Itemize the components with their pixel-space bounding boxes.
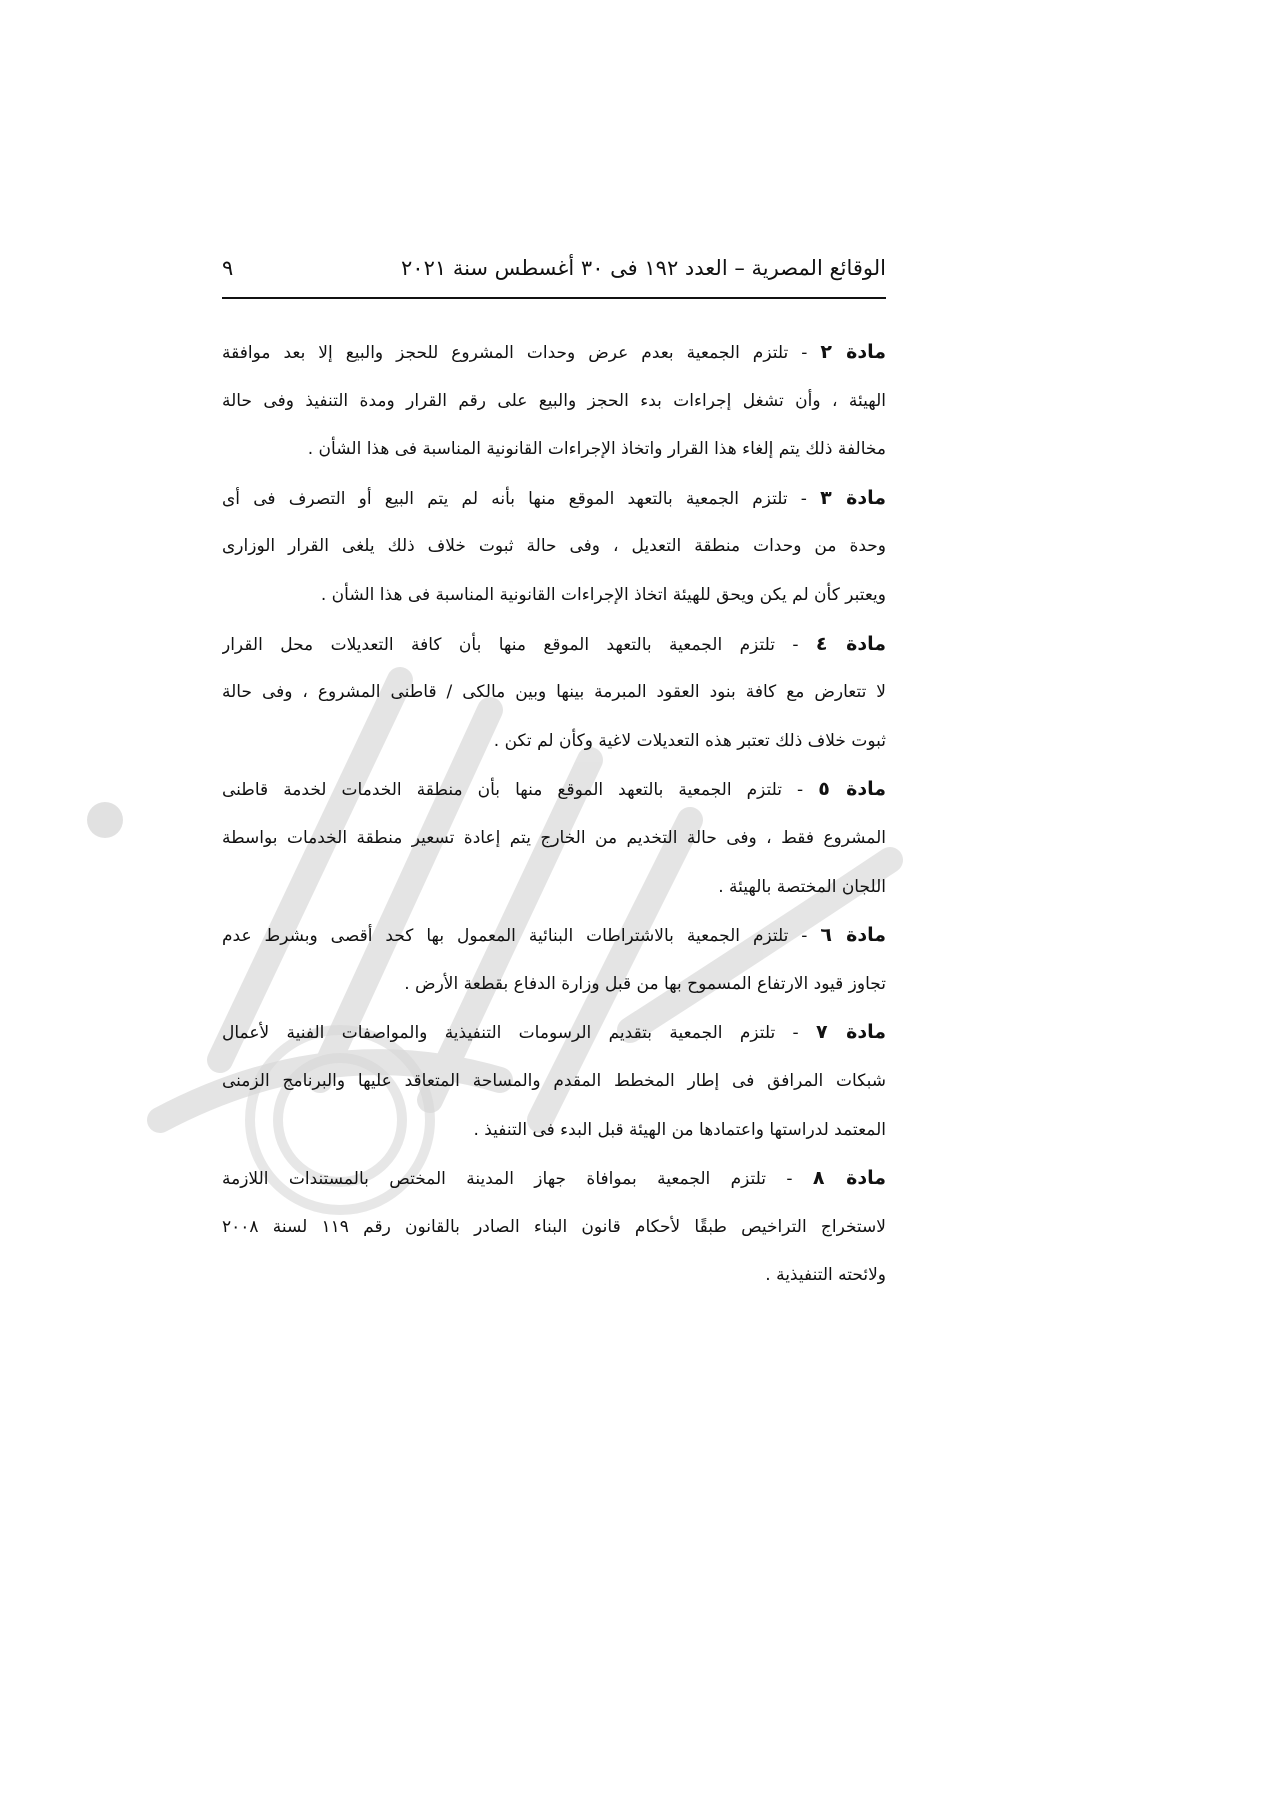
article-line: شبكات المرافق فى إطار المخطط المقدم والمساحة المتعاقد عليها والبرنامج الزمنى — [222, 1070, 886, 1091]
article-line: المشروع فقط ، وفى حالة التخديم من الخارج يتم إعادة تسعير منطقة الخدمات بواسطة — [222, 827, 886, 848]
article-label: مادة ٧ — [815, 1021, 886, 1044]
article-line: ويعتبر كأن لم يكن ويحق للهيئة اتخاذ الإجراءات القانونية المناسبة فى هذا الشأن . — [320, 584, 886, 605]
article-8 — [222, 1154, 886, 1300]
article-line: مادة ٢ - تلتزم الجمعية بعدم عرض وحدات المشروع للحجز والبيع إلا بعد موافقة — [222, 341, 886, 363]
article-label: مادة ٢ — [820, 341, 886, 363]
article-line: مادة ٧ - تلتزم الجمعية بتقديم الرسومات التنفيذية والمواصفات الفنية لأعمال — [222, 1021, 886, 1044]
article-7 — [222, 1008, 886, 1154]
article-line: لا تتعارض مع كافة بنود العقود المبرمة بينها وبين مالكى / قاطنى المشروع ، وفى حالة — [222, 682, 886, 703]
journal-title: الوقائع المصرية – العدد ١٩٢ فى ٣٠ أغسطس سنة ٢٠٢١ — [401, 256, 886, 280]
article-line: مادة ٥ - تلتزم الجمعية بالتعهد الموقع منها بأن منطقة الخدمات لخدمة قاطنى — [222, 778, 886, 801]
article-line: الهيئة ، وأن تشغل إجراءات بدء الحجز والبيع على رقم القرار ومدة التنفيذ وفى حالة — [222, 390, 886, 411]
article-6 — [222, 911, 886, 1008]
header-divider — [222, 297, 886, 299]
article-line: مخالفة ذلك يتم إلغاء هذا القرار واتخاذ الإجراءات القانونية المناسبة فى هذا الشأن . — [307, 439, 886, 460]
article-line: وحدة من وحدات منطقة التعديل ، وفى حالة ثبوت خلاف ذلك يلغى القرار الوزارى — [222, 536, 886, 557]
article-label: مادة ٨ — [812, 1167, 886, 1190]
article-line: تجاوز قيود الارتفاع المسموح بها من قبل وزارة الدفاع بقطعة الأرض . — [404, 973, 886, 994]
article-line: ثبوت خلاف ذلك تعتبر هذه التعديلات لاغية وكأن لم تكن . — [493, 730, 886, 751]
article-line: مادة ٨ - تلتزم الجمعية بموافاة جهاز المدينة المختص بالمستندات اللازمة — [222, 1167, 886, 1190]
article-line: مادة ٦ - تلتزم الجمعية بالاشتراطات البنائية المعمول بها كحد أقصى وبشرط عدم — [222, 924, 886, 947]
article-line: ولائحته التنفيذية . — [765, 1265, 886, 1286]
article-line: مادة ٤ - تلتزم الجمعية بالتعهد الموقع منها بأن كافة التعديلات محل القرار — [222, 632, 886, 655]
article-5 — [222, 765, 886, 911]
article-4 — [222, 620, 886, 766]
article-line: اللجان المختصة بالهيئة . — [718, 876, 886, 897]
article-label: مادة ٦ — [820, 924, 886, 947]
article-3 — [222, 474, 886, 620]
article-line: المعتمد لدراستها واعتمادها من الهيئة قبل البدء فى التنفيذ . — [473, 1119, 886, 1140]
article-label: مادة ٤ — [815, 632, 886, 655]
article-line: مادة ٣ - تلتزم الجمعية بالتعهد الموقع منها بأنه لم يتم البيع أو التصرف فى أى — [222, 486, 886, 509]
articles-body — [222, 328, 886, 1300]
page-number: ٩ — [222, 256, 234, 280]
page-header — [222, 248, 886, 296]
article-line: لاستخراج التراخيص طبقًا لأحكام قانون البناء الصادر بالقانون رقم ١١٩ لسنة ٢٠٠٨ — [222, 1216, 886, 1237]
article-label: مادة ٣ — [820, 486, 886, 509]
article-label: مادة ٥ — [818, 778, 886, 801]
article-2 — [222, 328, 886, 474]
